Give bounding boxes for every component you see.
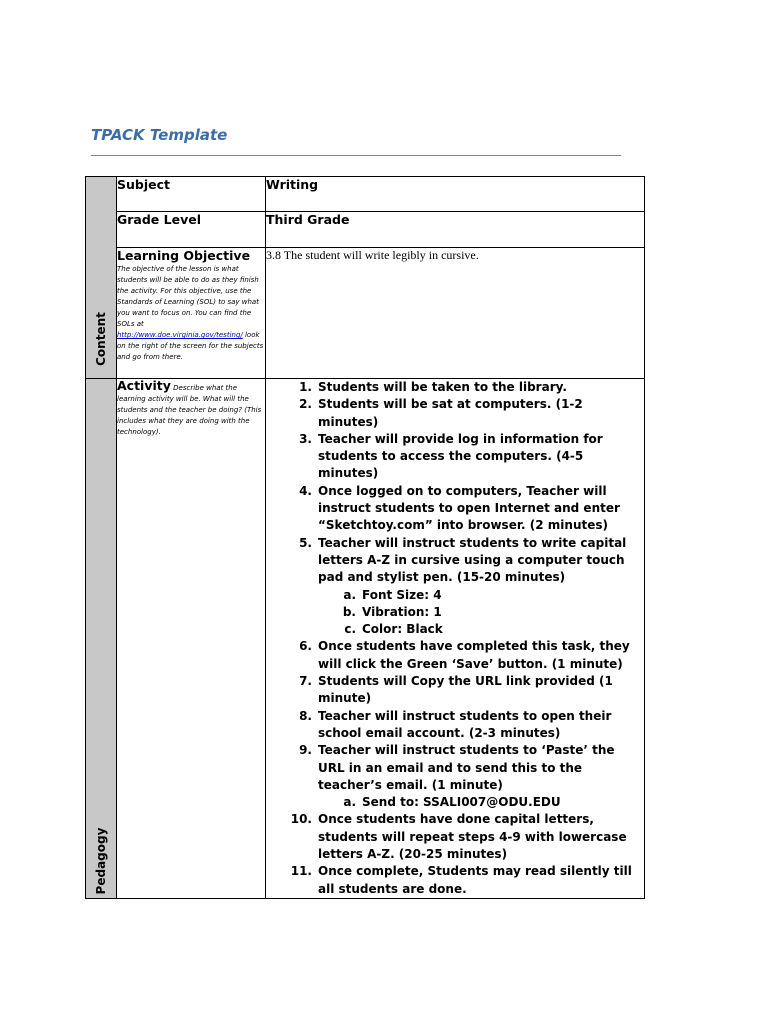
step-item: [266, 742, 644, 794]
grade-value: Third Grade: [266, 212, 350, 227]
subject-label: Subject: [117, 177, 170, 192]
step-text: Once complete, Students may read silently till all students are done.: [318, 864, 632, 896]
grade-label: Grade Level: [117, 212, 201, 227]
step-number: b.: [342, 604, 356, 619]
step-item: [266, 673, 644, 708]
subject-row: [86, 177, 645, 212]
sub-step-item: [266, 794, 644, 811]
sub-step-item: [266, 621, 644, 638]
tpack-table: [85, 176, 645, 899]
step-number: 8.: [299, 708, 312, 723]
step-number: 5.: [299, 535, 312, 550]
content-section: [86, 177, 117, 379]
step-text: Students will be sat at computers. (1-2 minutes): [318, 397, 583, 429]
step-item: [266, 379, 644, 396]
step-item: [266, 863, 644, 898]
step-text: Color: Black: [362, 622, 443, 637]
sol-link[interactable]: http://www.doe.virginia.gov/testing/: [117, 331, 243, 339]
objective-label: Learning Objective: [117, 248, 251, 263]
page-title: TPACK Template: [91, 126, 228, 144]
objective-label-cell: [117, 248, 266, 379]
step-number: 10.: [290, 812, 312, 827]
step-number: 6.: [299, 639, 312, 654]
step-text: Font Size: 4: [362, 587, 442, 602]
step-item: [266, 708, 644, 743]
step-number: 11.: [290, 864, 312, 879]
objective-row: [86, 248, 645, 379]
step-text: Teacher will instruct students to write capital letters A-Z in cursive using a computer touch pad and stylist pen. (15-20 minutes): [318, 535, 627, 585]
activity-description: [117, 380, 265, 438]
objective-description: [117, 264, 265, 363]
grade-label-cell: [117, 212, 266, 248]
objective-desc-before: The objective of the lesson is what students will be able to do as they finish the activity. For this objective, use the Standards of Learning (SOL) to say what you want to focus on. You can find the SOLs at: [117, 265, 259, 328]
step-text: Teacher will provide log in information for students to access the computers. (4-5 minutes): [318, 431, 603, 481]
subject-value: Writing: [266, 177, 319, 192]
activity-steps-list: [266, 379, 644, 898]
sub-step-item: [266, 604, 644, 621]
activity-row: [86, 379, 645, 899]
pedagogy-label: Pedagogy: [94, 827, 108, 895]
step-text: Students will Copy the URL link provided (1 minute): [318, 674, 613, 706]
pedagogy-section: [86, 379, 117, 899]
step-number: 2.: [299, 397, 312, 412]
step-text: Once students have completed this task, they will click the Green ‘Save’ button. (1 minute): [318, 639, 630, 671]
step-item: [266, 483, 644, 535]
step-text: Teacher will instruct students to ‘Paste’ the URL in an email and to send this to the teacher’s email. (1 minute): [318, 743, 615, 792]
activity-label-cell: [117, 379, 266, 899]
sub-step-item: [266, 587, 644, 604]
step-number: 4.: [299, 483, 312, 498]
objective-desc-after: look on the right of the screen for the subjects and go from there.: [117, 331, 264, 361]
subject-value-cell: [266, 177, 645, 212]
step-number: 9.: [299, 743, 312, 758]
step-text: Once students have done capital letters, students will repeat steps 4-9 with lowercase letters A-Z. (20-25 minutes): [318, 812, 627, 862]
step-text: Teacher will instruct students to open their school email account. (2-3 minutes): [318, 708, 612, 740]
step-number: 3.: [299, 431, 312, 446]
step-item: [266, 638, 644, 673]
step-item: [266, 535, 644, 587]
step-item: [266, 431, 644, 483]
step-item: [266, 396, 644, 431]
title-underline: [91, 155, 621, 156]
grade-row: [86, 212, 645, 248]
step-number: 7.: [299, 674, 312, 689]
subject-label-cell: [117, 177, 266, 212]
step-item: [266, 811, 644, 863]
step-text: Send to: SSALI007@ODU.EDU: [362, 795, 561, 810]
step-text: Students will be taken to the library.: [318, 380, 567, 394]
step-text: Vibration: 1: [362, 604, 442, 619]
content-label: Content: [94, 312, 108, 366]
step-number: 1.: [299, 380, 312, 394]
activity-label: Activity: [117, 378, 171, 393]
objective-value: 3.8 The student will write legibly in cursive.: [266, 248, 479, 262]
step-text: Once logged on to computers, Teacher will instruct students to open Internet and enter “Sketchtoy.com” into browser. (2 minutes): [318, 483, 620, 533]
grade-value-cell: [266, 212, 645, 248]
step-number: a.: [343, 587, 356, 602]
step-number: c.: [344, 622, 356, 637]
step-number: a.: [343, 795, 356, 810]
objective-value-cell: [266, 248, 645, 379]
activity-steps-cell: [266, 379, 645, 899]
activity-desc-text: Describe what the learning activity will be. What will the students and the teacher be doing? (This includes what they are doing with the technology).: [117, 384, 262, 436]
